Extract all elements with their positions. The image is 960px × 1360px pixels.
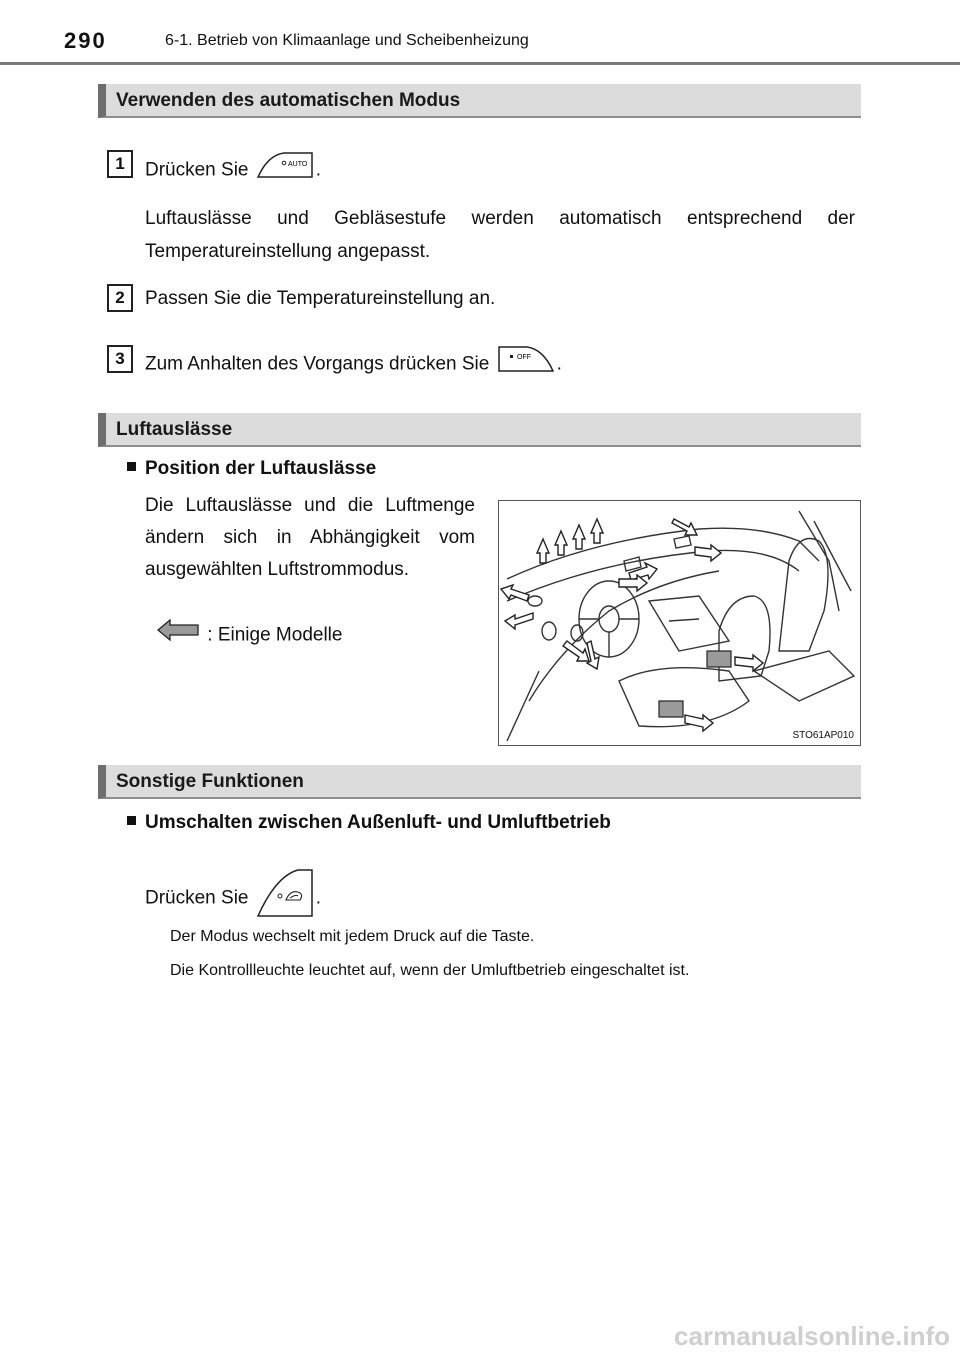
recirculation-button-icon [254,866,316,931]
svg-text:OFF: OFF [516,354,531,361]
step-1-prefix: Drücken Sie [145,159,249,181]
bullet-square-icon [127,462,136,471]
legend-line [156,618,342,653]
page-number: 290 [64,28,107,53]
step-badge-3: 3 [107,345,133,373]
bullet-square-icon [127,816,136,825]
step-3-suffix: . [556,353,562,375]
bullet-vent-position [127,458,376,480]
vents-illustration [498,500,861,746]
legend-text: : Einige Modelle [207,624,343,646]
recirc-press-text [145,866,321,931]
press-prefix: Drücken Sie [145,887,249,909]
chapter-title: 6-1. Betrieb von Klimaanlage und Scheibenheizung [165,32,529,49]
section-title: Verwenden des automatischen Modus [116,90,461,111]
bullet-title: Position der Luftauslässe [145,458,377,479]
section-header-auto [98,84,861,118]
vents-description: Die Luftauslässe und die Luftmenge ändern sich in Abhängigkeit vom ausgewählten Luftstrommodus. [145,495,475,580]
section-title: Luftauslässe [116,419,233,440]
press-suffix: . [315,887,322,909]
step-badge-2: 2 [107,284,133,312]
recirc-note-1: Der Modus wechselt mit jedem Druck auf die Taste. [170,928,535,945]
step-badge-1: 1 [107,150,133,178]
auto-button-icon [254,149,316,192]
header-rule [0,62,960,65]
section-title: Sonstige Funktionen [116,771,304,792]
recirc-note-2: Die Kontrollleuchte leuchtet auf, wenn der Umluftbetrieb eingeschaltet ist. [170,962,690,979]
bullet-recirculation [127,812,611,834]
off-button-icon [495,343,557,386]
step-2-text: Passen Sie die Temperatureinstellung an. [145,288,496,309]
step-1-text [145,149,321,192]
watermark: carmanualsonline.info [674,1321,950,1351]
step-3-prefix: Zum Anhalten des Vorgangs drücken Sie [145,353,490,375]
step-3-text [145,343,562,386]
car-interior-drawing [499,501,860,745]
section-header-other [98,765,861,799]
figure-code: STO61AP010 [792,730,854,741]
svg-text:AUTO: AUTO [287,161,308,168]
step-1-note: Luftauslässe und Gebläsestufe werden automatisch entsprechend der Temperatureinstellung angepasst. [145,208,855,262]
bullet-title: Umschalten zwischen Außenluft- und Umluftbetrieb [145,812,611,833]
section-header-vents [98,413,861,447]
step-1-suffix: . [315,159,322,181]
gray-arrow-icon [156,618,202,653]
